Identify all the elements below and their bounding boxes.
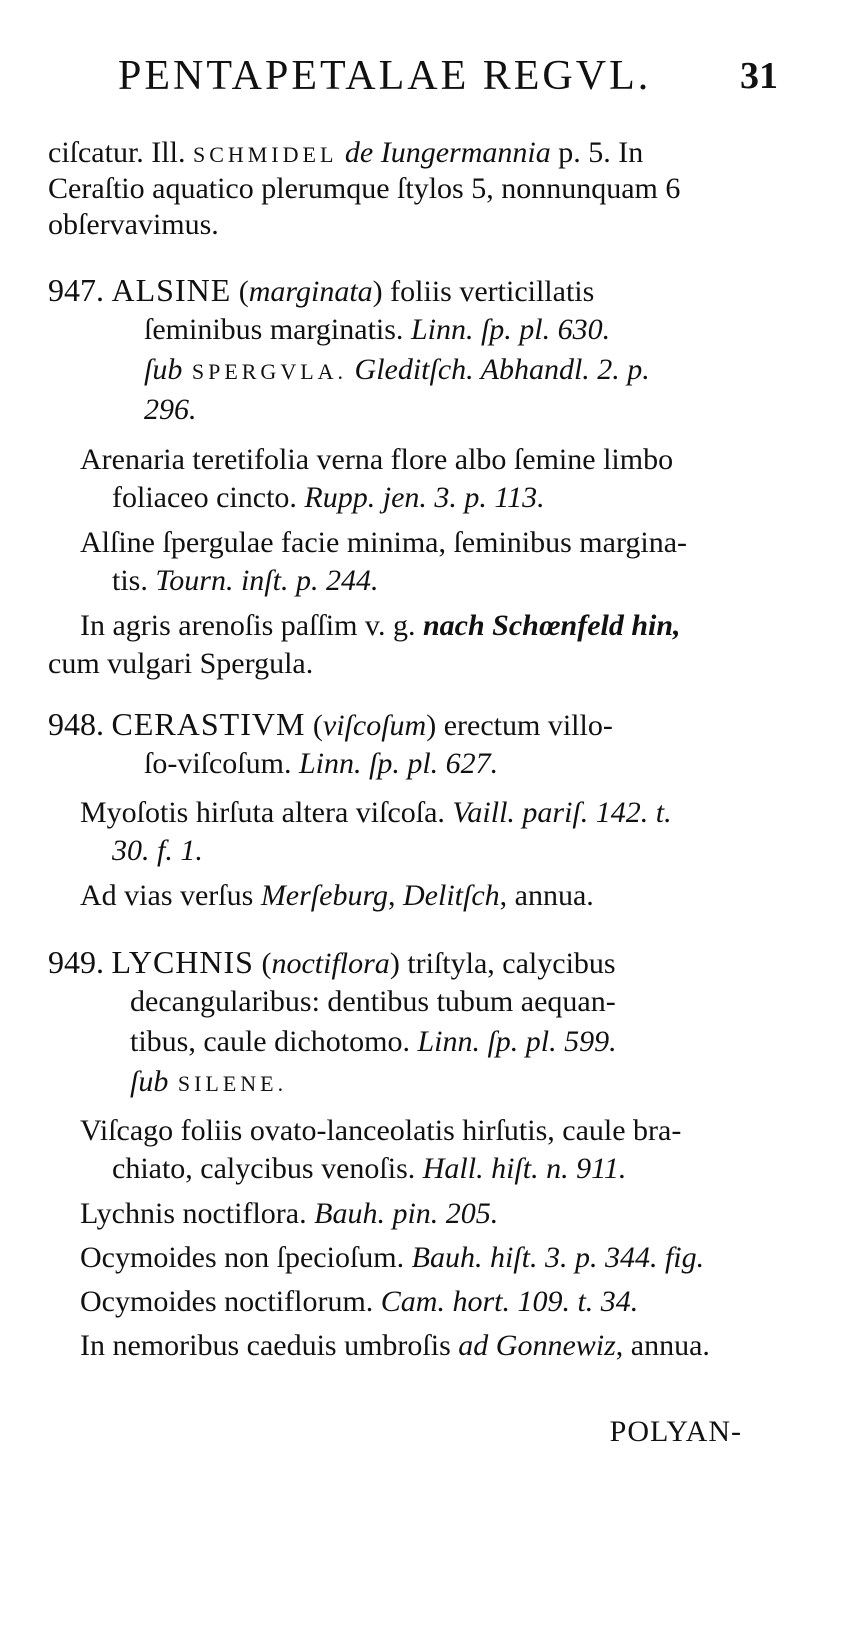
entry-947-heading: 947. ALSINE (marginata) foliis verticillatis <box>48 272 595 308</box>
entry-948-heading: 948. CERASTIVM (viſcoſum) erectum villo- <box>48 706 613 742</box>
entry-947-habitat-1: In agris arenoſis paſſim v. g. nach Schœnfeld hin, <box>80 609 681 642</box>
entry-948-habitat: Ad vias verſus Merſeburg, Delitſch, annua. <box>80 879 594 912</box>
catchword: POLYAN- <box>609 1415 742 1448</box>
page-header <box>118 52 778 102</box>
entry-949-diag-4: ſub SILENE. <box>130 1065 288 1098</box>
entry-number: 948. <box>48 706 104 742</box>
entry-949-synonym-1-line-1: Viſcago foliis ovato-lanceolatis hirſutis, caule bra- <box>80 1114 682 1147</box>
entry-947-diag-2: ſeminibus marginatis. Linn. ſp. pl. 630. <box>144 313 611 346</box>
intro-line-1: ciſcatur. Ill. SCHMIDEL de Iungermannia p. 5. In <box>48 136 644 169</box>
intro-line-3: obſervavimus. <box>48 208 219 241</box>
entry-948-diag-2: ſo-viſcoſum. Linn. ſp. pl. 627. <box>144 747 499 780</box>
running-title: PENTAPETALAE REGVL. <box>118 53 652 99</box>
entry-number: 949. <box>48 944 104 980</box>
entry-948-synonym-1-line-2: 30. f. 1. <box>112 834 203 867</box>
entry-949-synonym-3: Ocymoides non ſpecioſum. Bauh. hiſt. 3. p. 344. fig. <box>80 1241 705 1274</box>
entry-949-habitat: In nemoribus caeduis umbroſis ad Gonnewiz, annua. <box>80 1329 710 1362</box>
species-name: marginata <box>248 275 373 308</box>
page-number: 31 <box>740 55 778 97</box>
species-name: viſcoſum <box>322 709 427 742</box>
species-name: noctiflora <box>271 947 390 980</box>
entry-949-synonym-2: Lychnis noctiflora. Bauh. pin. 205. <box>80 1197 499 1230</box>
genus-name: ALSINE <box>111 272 232 308</box>
entry-947-diag-3: ſub SPERGVLA. Gleditſch. Abhandl. 2. p. <box>144 353 650 386</box>
entry-949-diag-3: tibus, caule dichotomo. Linn. ſp. pl. 599. <box>130 1025 617 1058</box>
entry-947-synonym-2-line-1: Alſine ſpergulae facie minima, ſeminibus margina- <box>80 526 688 559</box>
entry-948-synonym-1-line-1: Myoſotis hirſuta altera viſcoſa. Vaill. pariſ. 142. t. <box>80 796 672 829</box>
entry-947-habitat-2: cum vulgari Spergula. <box>48 647 314 680</box>
entry-number: 947. <box>48 272 104 308</box>
entry-949-synonym-4: Ocymoides noctiflorum. Cam. hort. 109. t. 34. <box>80 1285 639 1318</box>
genus-name: LYCHNIS <box>111 944 254 980</box>
entry-947-synonym-2-line-2: tis. Tourn. inſt. p. 244. <box>112 564 379 597</box>
genus-name: CERASTIVM <box>111 706 306 742</box>
entry-949-diag-2: decangularibus: dentibus tubum aequan- <box>130 985 616 1018</box>
intro-line-2: Ceraſtio aquatico plerumque ſtylos 5, nonnunquam 6 <box>48 172 681 205</box>
entry-947-synonym-1-line-1: Arenaria teretifolia verna flore albo ſemine limbo <box>80 443 674 476</box>
entry-947-diag-4: 296. <box>144 393 197 426</box>
entry-947-synonym-1-line-2: foliaceo cincto. Rupp. jen. 3. p. 113. <box>112 481 545 514</box>
entry-949-heading: 949. LYCHNIS (noctiflora) triſtyla, calycibus <box>48 944 616 980</box>
entry-949-synonym-1-line-2: chiato, calycibus venoſis. Hall. hiſt. n. 911. <box>112 1152 627 1185</box>
